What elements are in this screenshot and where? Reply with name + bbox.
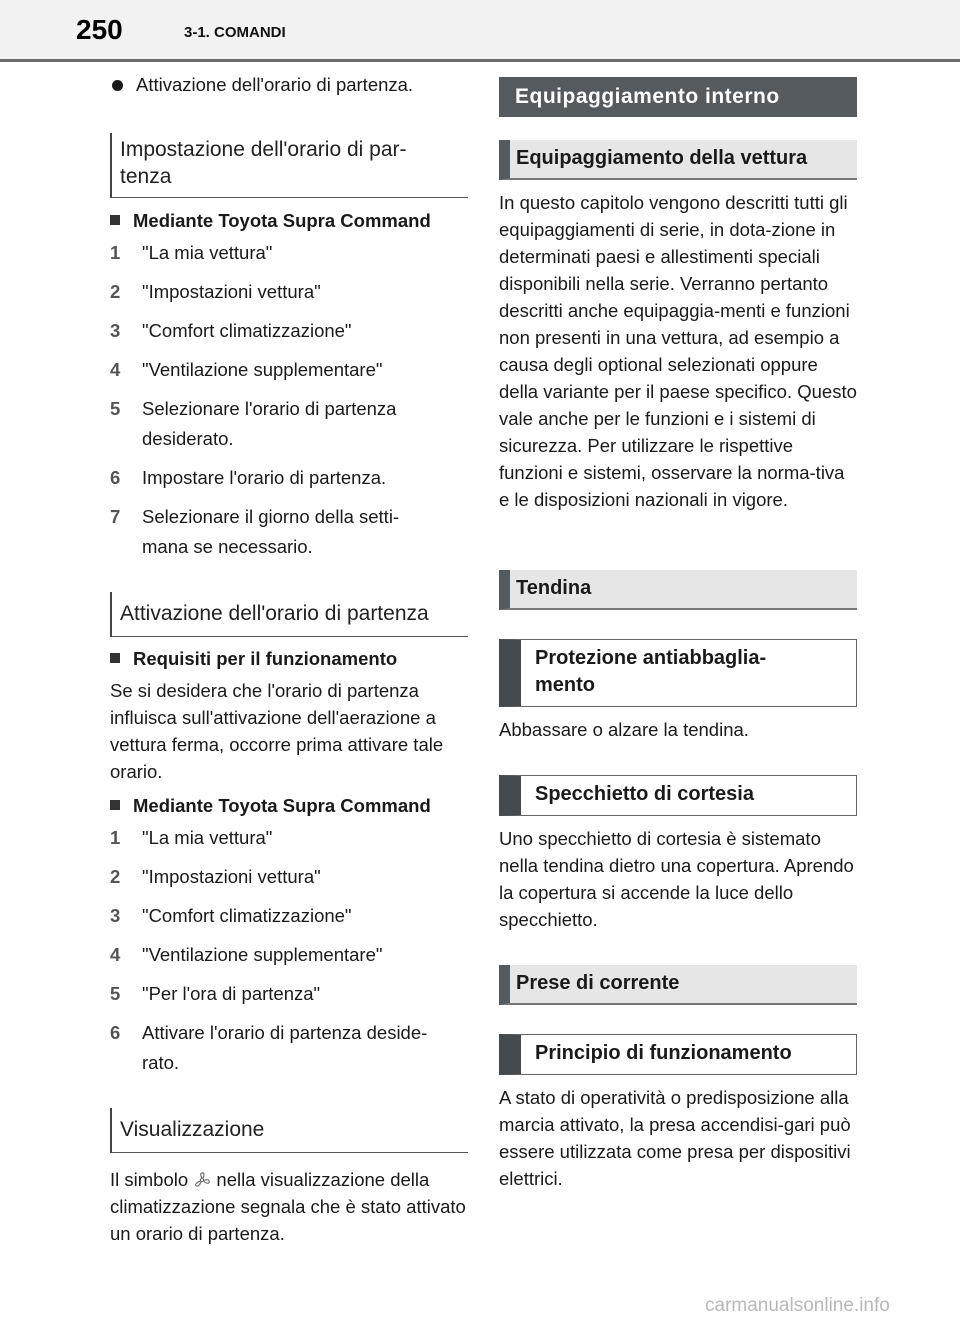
section-title: 3-1. COMANDI [184, 24, 286, 41]
step-text: "Ventilazione supplementare" [142, 359, 383, 380]
step-text: "Per l'ora di partenza" [142, 983, 321, 1004]
step-number: 4 [110, 944, 121, 965]
step-text: "Comfort climatizzazione" [142, 320, 352, 341]
step-text: Attivare l'orario di partenza deside- rato. [142, 1022, 428, 1073]
bullet-icon [112, 80, 123, 91]
step-text: "Ventilazione supplementare" [142, 944, 383, 965]
step-text: "La mia vettura" [142, 242, 273, 263]
step-text: Selezionare il giorno della setti- mana se necessario. [142, 506, 400, 557]
page-header [0, 0, 960, 62]
square-marker-icon [110, 653, 120, 663]
group-heading-text: Mediante Toyota Supra Command [133, 795, 431, 816]
step-number: 6 [110, 467, 121, 488]
requirements-text: Se si desidera che l'orario di partenza influisca sull'attivazione dell'aerazione a vettura ferma, occorre prima attivare tale orario. [110, 680, 444, 782]
group-heading [110, 210, 431, 232]
step-number: 3 [110, 320, 121, 341]
step-text: "Impostazioni vettura" [142, 281, 321, 302]
step-text: Impostare l'orario di partenza. [142, 467, 387, 488]
subheading-departure-activation: Attivazione dell'orario di partenza [110, 592, 468, 637]
step-text: "Comfort climatizzazione" [142, 905, 352, 926]
step-number: 2 [110, 281, 121, 302]
chapter-title: Equipaggiamento interno [499, 77, 857, 117]
step-text: "La mia vettura" [142, 827, 273, 848]
section-heading-sockets: Prese di corrente [499, 965, 857, 1005]
group-heading [110, 648, 397, 670]
step-number: 6 [110, 1022, 121, 1043]
square-marker-icon [110, 800, 120, 810]
step-number: 3 [110, 905, 121, 926]
step-number: 5 [110, 398, 121, 419]
group-heading-text: Mediante Toyota Supra Command [133, 210, 431, 231]
display-text-after: nella visualizzazione della climatizzazione segnala che è stato attivato un orario di partenza. [110, 1169, 466, 1244]
box-heading-principle: Principio di funzionamento [499, 1034, 857, 1075]
glare-text: Abbassare o alzare la tendina. [499, 719, 749, 740]
display-text-before: Il simbolo [110, 1169, 189, 1190]
step-text: Selezionare l'orario di partenza desiderato. [142, 398, 397, 449]
section-heading-equipment: Equipaggiamento della vettura [499, 140, 857, 180]
step-number: 7 [110, 506, 121, 527]
section-heading-blind: Tendina [499, 570, 857, 610]
display-text [110, 1166, 468, 1247]
step-number: 1 [110, 242, 121, 263]
equipment-text: In questo capitolo vengono descritti tutti gli equipaggiamenti di serie, in dota-zione in determinati paesi e allestimenti speciali disponibili nella serie. Verranno pertanto descritti anche equipaggia-menti e funzioni non presenti in una vettura, ad esempio a causa degli optional selezionati oppure della variante per il paese specifico. Questo vale anche per le funzioni e i sistemi di sicurezza. Per utilizzare le rispettive funzioni e sistemi, osservare la norma-tiva e le disposizioni nazionali in vigore. [499, 192, 857, 510]
subheading-departure-time-setting: Impostazione dell'orario di par- tenza [110, 133, 468, 198]
subheading-display: Visualizzazione [110, 1108, 468, 1153]
group-heading [110, 795, 431, 817]
group-heading-text: Requisiti per il funzionamento [133, 648, 398, 669]
principle-text: A stato di operatività o predisposizione alla marcia attivato, la presa accendisi-gari può essere utilizzata come presa per dispositivi elettrici. [499, 1087, 851, 1189]
step-number: 5 [110, 983, 121, 1004]
watermark: carmanualsonline.info [705, 1295, 890, 1316]
fan-icon [193, 1171, 211, 1189]
step-number: 1 [110, 827, 121, 848]
box-heading-glare: Protezione antiabbaglia- mento [499, 639, 857, 707]
box-heading-mirror: Specchietto di cortesia [499, 775, 857, 816]
bullet-text: Attivazione dell'orario di partenza. [136, 74, 414, 95]
step-number: 4 [110, 359, 121, 380]
page-number: 250 [76, 14, 123, 45]
step-text: "Impostazioni vettura" [142, 866, 321, 887]
square-marker-icon [110, 215, 120, 225]
mirror-text: Uno specchietto di cortesia è sistemato nella tendina dietro una copertura. Aprendo la copertura si accende la luce dello specchietto. [499, 828, 854, 930]
step-number: 2 [110, 866, 121, 887]
